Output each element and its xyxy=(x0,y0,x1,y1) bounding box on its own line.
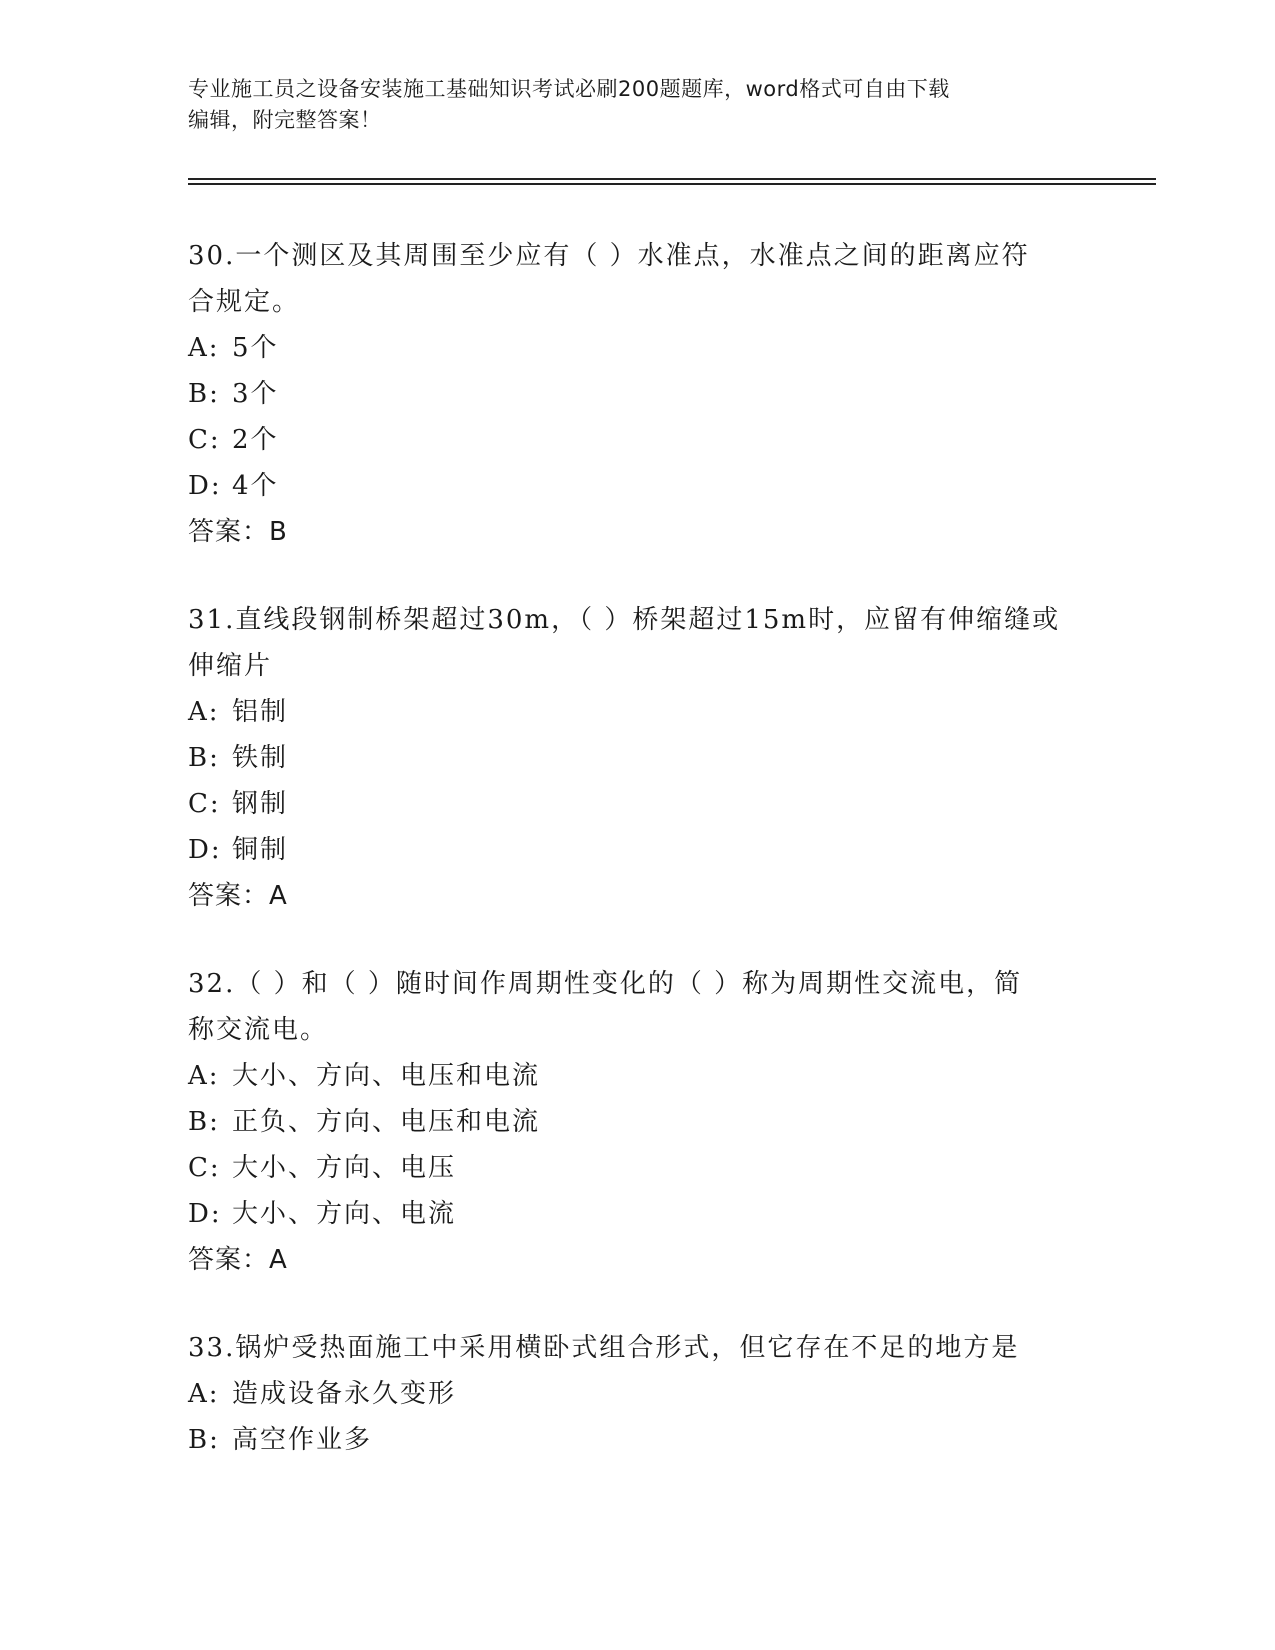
option-text: 钢制 xyxy=(232,789,289,819)
option-d xyxy=(188,463,1088,509)
option-key: A: xyxy=(188,333,220,363)
header-divider-bottom xyxy=(188,183,1156,185)
question-stem-line-1: 32.（ ）和（ ）随时间作周期性变化的（ ）称为周期性交流电，简 xyxy=(188,969,1023,999)
option-key: C: xyxy=(188,1153,221,1183)
option-text: 大小、方向、电压 xyxy=(232,1153,457,1183)
option-key: B: xyxy=(188,1425,220,1455)
option-key: D: xyxy=(188,471,222,501)
answer: 答案：A xyxy=(188,881,288,911)
question-stem-line-1: 33.锅炉受热面施工中采用横卧式组合形式，但它存在不足的地方是 xyxy=(188,1333,1020,1363)
option-b xyxy=(188,1417,1088,1463)
question-stem-line-2: 称交流电。 xyxy=(188,1015,329,1045)
option-c xyxy=(188,1145,1088,1191)
option-text: 大小、方向、电压和电流 xyxy=(232,1061,541,1091)
option-key: D: xyxy=(188,1199,222,1229)
option-text: 4个 xyxy=(232,471,279,501)
option-key: B: xyxy=(188,1107,220,1137)
option-b xyxy=(188,735,1088,781)
question-stem-line-1: 30.一个测区及其周围至少应有（ ）水准点，水准点之间的距离应符 xyxy=(188,241,1030,271)
answer: 答案：A xyxy=(188,1245,288,1275)
question-32 xyxy=(188,961,1088,1283)
option-key: B: xyxy=(188,379,220,409)
option-key: C: xyxy=(188,789,221,819)
option-key: A: xyxy=(188,1061,220,1091)
option-b xyxy=(188,1099,1088,1145)
option-d xyxy=(188,827,1088,873)
option-text: 大小、方向、电流 xyxy=(232,1199,457,1229)
option-text: 3个 xyxy=(232,379,279,409)
question-stem-line-1: 31.直线段钢制桥架超过30m，（ ）桥架超过15m时，应留有伸缩缝或 xyxy=(188,605,1061,635)
option-text: 造成设备永久变形 xyxy=(232,1379,457,1409)
option-text: 高空作业多 xyxy=(232,1425,373,1455)
option-key: D: xyxy=(188,835,222,865)
option-text: 正负、方向、电压和电流 xyxy=(232,1107,541,1137)
option-text: 5个 xyxy=(232,333,279,363)
question-33 xyxy=(188,1325,1088,1463)
option-text: 铁制 xyxy=(232,743,289,773)
option-b xyxy=(188,371,1088,417)
option-key: B: xyxy=(188,743,220,773)
question-stem-line-2: 伸缩片 xyxy=(188,651,273,681)
header-title-line-2: 编辑，附完整答案！ xyxy=(188,108,382,132)
option-c xyxy=(188,417,1088,463)
question-30 xyxy=(188,233,1088,555)
option-text: 铝制 xyxy=(232,697,289,727)
question-stem-line-2: 合规定。 xyxy=(188,287,301,317)
option-a xyxy=(188,325,1088,371)
option-key: C: xyxy=(188,425,221,455)
option-a xyxy=(188,1371,1088,1417)
option-key: A: xyxy=(188,1379,220,1409)
question-31 xyxy=(188,597,1088,919)
header-title-line-1: 专业施工员之设备安装施工基础知识考试必刷200题题库，word格式可自由下载 xyxy=(188,77,950,101)
option-key: A: xyxy=(188,697,220,727)
answer: 答案：B xyxy=(188,517,288,547)
option-d xyxy=(188,1191,1088,1237)
option-c xyxy=(188,781,1088,827)
option-text: 2个 xyxy=(232,425,279,455)
option-text: 铜制 xyxy=(232,835,289,865)
header-divider-top xyxy=(188,178,1156,180)
option-a xyxy=(188,1053,1088,1099)
option-a xyxy=(188,689,1088,735)
document-header xyxy=(188,74,1088,136)
